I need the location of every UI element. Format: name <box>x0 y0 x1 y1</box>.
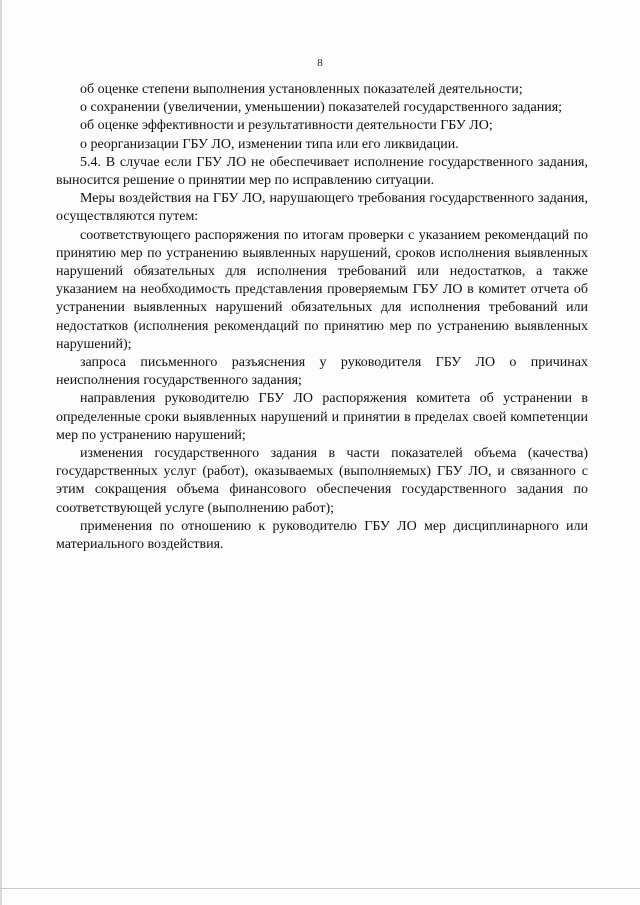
paragraph: соответствующего распоряжения по итогам проверки с указанием рекомендаций по принятию мер по устранению выявленных нарушений, сроков исполнения выявленных нарушений обязательных для исполнения требований или недостатков, а также указанием на необходимость представления проверяемым ГБУ ЛО в комитет отчета об устранении выявленных нарушений обязательных для исполнения требований или недостатков (исполнения рекомендаций по принятию мер по устранению выявленных нарушений); <box>56 227 588 352</box>
paragraph: о сохранении (увеличении, уменьшении) показателей государственного задания; <box>80 100 563 116</box>
paragraph: запроса письменного разъяснения у руководителя ГБУ ЛО о причинах неисполнения государственного задания; <box>56 355 588 389</box>
paragraph: изменения государственного задания в части показателей объема (качества) государственных услуг (работ), оказываемых (выполняемых) ГБУ ЛО, и связанного с этим сокращения объема финансового обеспечения государственного задания по соответствующей услуге (выполнению работ); <box>56 446 588 516</box>
paragraph: об оценке степени выполнения установленных показателей деятельности; <box>80 82 523 97</box>
paragraph: 5.4. В случае если ГБУ ЛО не обеспечивает исполнение государственного задания, выносится решение о принятии мер по исправлению ситуации. <box>56 154 588 189</box>
paragraph: применения по отношению к руководителю ГБУ ЛО мер дисциплинарного или материального воздействия. <box>56 518 588 553</box>
paragraph: об оценке эффективности и результативности деятельности ГБУ ЛО; <box>80 118 493 134</box>
scan-edge-bottom <box>0 888 640 889</box>
scan-edge-left <box>0 0 2 905</box>
paragraph: направления руководителю ГБУ ЛО распоряжения комитета об устранении в определенные сроки выявленных нарушений и принятии в пределах своей компетенции мер по устранению нарушений; <box>56 391 588 443</box>
paragraph: о реорганизации ГБУ ЛО, изменении типа или его ликвидации. <box>80 136 459 152</box>
document-body <box>56 81 588 554</box>
page-number: 8 <box>317 57 323 69</box>
paragraph: Меры воздействия на ГБУ ЛО, нарушающего требования государственного задания, осуществляются путем: <box>56 191 588 225</box>
